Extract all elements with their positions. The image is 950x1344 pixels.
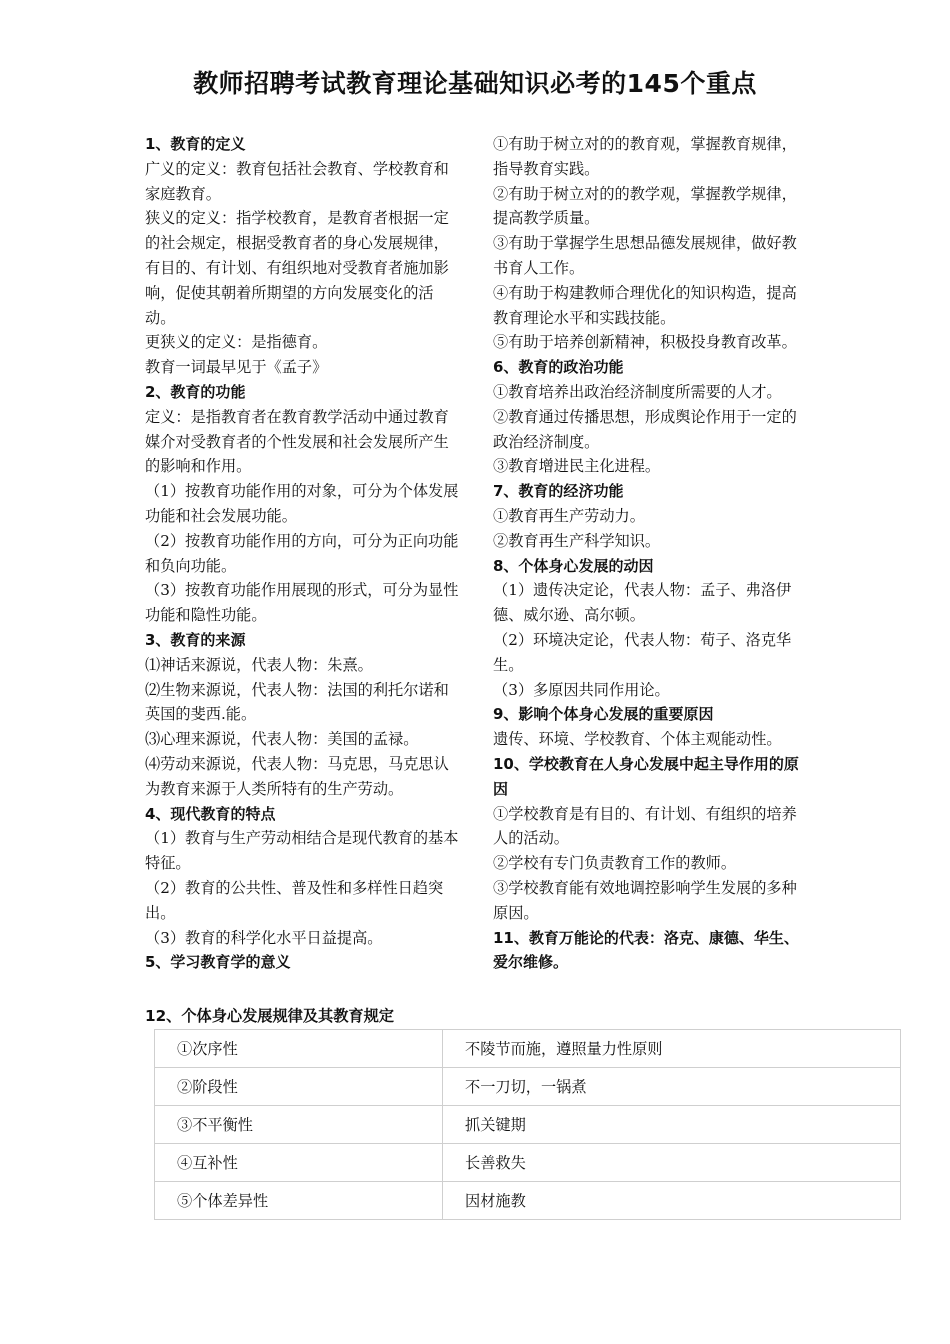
paragraph: 更狭义的定义：是指德育。 (145, 333, 328, 352)
paragraph: ③学校教育能有效地调控影响学生发展的多种原因。 (493, 878, 797, 922)
rule-name-cell: ④互补性 (155, 1144, 443, 1182)
section-heading: 9、影响个体身心发展的重要原因 (493, 705, 714, 724)
table-row (155, 1144, 901, 1182)
table-heading: 12、个体身心发展规律及其教育规定 (145, 1007, 394, 1025)
paragraph: ④有助于构建教师合理优化的知识构造，提高教育理论水平和实践技能。 (493, 283, 797, 327)
paragraph: 广义的定义：教育包括社会教育、学校教育和家庭教育。 (145, 159, 449, 203)
rule-name-cell: ⑤个体差异性 (155, 1182, 443, 1220)
rule-name-cell: ③不平衡性 (155, 1106, 443, 1144)
paragraph: ②教育通过传播思想，形成舆论作用于一定的政治经济制度。 (493, 407, 797, 451)
paragraph: （3）多原因共同作用论。 (493, 680, 670, 699)
section-heading: 3、教育的来源 (145, 630, 246, 649)
table-row (155, 1068, 901, 1106)
paragraph: 教育一词最早见于《孟子》 (145, 358, 328, 377)
rule-principle-cell: 因材施教 (443, 1182, 901, 1220)
right-column (493, 132, 811, 975)
paragraph: ①教育培养出政治经济制度所需要的人才。 (493, 382, 782, 401)
rule-principle-cell: 长善救失 (443, 1144, 901, 1182)
paragraph: ③有助于掌握学生思想品德发展规律，做好教书育人工作。 (493, 234, 797, 277)
table-row (155, 1030, 901, 1068)
page-title: 教师招聘考试教育理论基础知识必考的145个重点 (193, 69, 757, 98)
section-heading: 1、教育的定义 (145, 135, 246, 153)
section-heading: 2、教育的功能 (145, 382, 246, 401)
paragraph: 遗传、环境、学校教育、个体主观能动性。 (493, 730, 782, 749)
paragraph: 定义：是指教育者在教育教学活动中通过教育媒介对受教育者的个性发展和社会发展所产生的影响和作用。 (145, 407, 449, 476)
table-row (155, 1182, 901, 1220)
paragraph: ①学校教育是有目的、有计划、有组织的培养人的活动。 (493, 804, 797, 848)
section-heading: 10、学校教育在人身心发展中起主导作用的原因 (493, 754, 799, 798)
paragraph: ⑴神话来源说，代表人物：朱熹。 (145, 655, 373, 674)
paragraph: （1）按教育功能作用的对象，可分为个体发展功能和社会发展功能。 (145, 482, 459, 525)
paragraph: ②学校有专门负责教育工作的教师。 (493, 854, 736, 873)
rule-principle-cell: 不一刀切，一锅煮 (443, 1068, 901, 1106)
section-heading: 6、教育的政治功能 (493, 358, 624, 377)
paragraph: ⑤有助于培养创新精神，积极投身教育改革。 (493, 333, 797, 352)
section-heading: 8、个体身心发展的动因 (493, 556, 654, 575)
paragraph: 狭义的定义：指学校教育，是教育者根据一定的社会规定，根据受教育者的身心发展规律，有目的、有计划、有组织地对受教育者施加影响，促使其朝着所期望的方向发展变化的活动。 (145, 209, 449, 327)
rule-principle-cell: 不陵节而施，遵照量力性原则 (443, 1030, 901, 1068)
paragraph: （2）按教育功能作用的方向，可分为正向功能和负向功能。 (145, 531, 459, 575)
paragraph: ①有助于树立对的的教育观，掌握教育规律，指导教育实践。 (493, 135, 797, 178)
rule-name-cell: ①次序性 (155, 1030, 443, 1068)
left-column (145, 132, 463, 975)
paragraph: （2）环境决定论，代表人物：荀子、洛克华生。 (493, 630, 792, 674)
development-rules-table (154, 1029, 901, 1220)
paragraph: ⑷劳动来源说，代表人物：马克思，马克思认为教育来源于人类所特有的生产劳动。 (145, 754, 449, 798)
rule-name-cell: ②阶段性 (155, 1068, 443, 1106)
paragraph: ①教育再生产劳动力。 (493, 506, 645, 525)
paragraph: （3）按教育功能作用展现的形式，可分为显性功能和隐性功能。 (145, 581, 459, 625)
paragraph: （3）教育的科学化水平日益提高。 (145, 928, 383, 947)
section-heading: 4、现代教育的特点 (145, 804, 276, 823)
section-heading: 11、教育万能论的代表：洛克、康德、华生、爱尔维修。 (493, 928, 799, 972)
section-heading: 7、教育的经济功能 (493, 482, 624, 501)
paragraph: （2）教育的公共性、普及性和多样性日趋突出。 (145, 878, 444, 922)
paragraph: ⑶心理来源说，代表人物：美国的孟禄。 (145, 730, 419, 749)
paragraph: ⑵生物来源说，代表人物：法国的利托尔诺和英国的斐西.能。 (145, 680, 449, 724)
paragraph: （1）教育与生产劳动相结合是现代教育的基本特征。 (145, 829, 459, 873)
paragraph: ②有助于树立对的的教学观，掌握教学规律，提高教学质量。 (493, 184, 797, 228)
section-heading: 5、学习教育学的意义 (145, 953, 291, 972)
rule-principle-cell: 抓关键期 (443, 1106, 901, 1144)
paragraph: （1）遗传决定论，代表人物：孟子、弗洛伊德、威尔逊、高尔顿。 (493, 581, 792, 625)
table-row (155, 1106, 901, 1144)
paragraph: ②教育再生产科学知识。 (493, 531, 661, 550)
paragraph: ③教育增进民主化进程。 (493, 457, 661, 476)
